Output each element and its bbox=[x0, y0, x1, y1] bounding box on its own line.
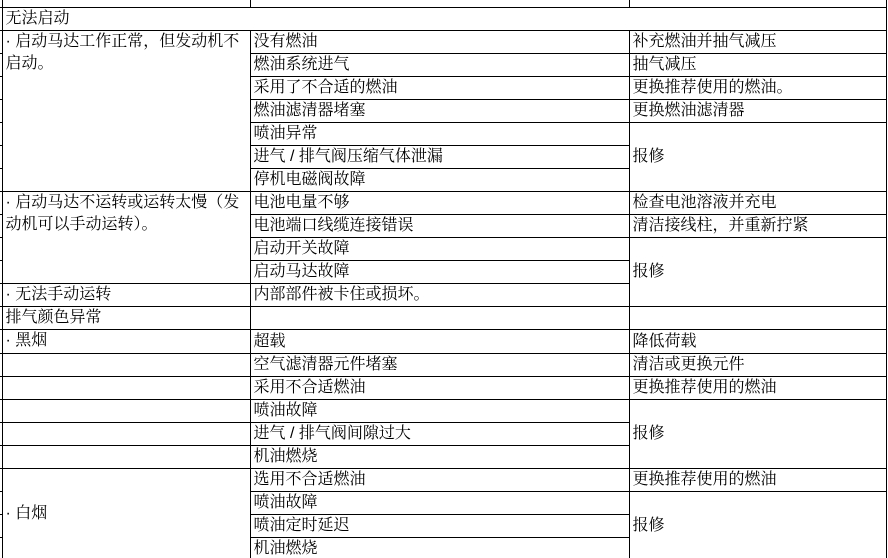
cell-remedy: 更换推荐使用的燃油。 bbox=[629, 76, 886, 99]
cell-remedy-merged: 报修 bbox=[629, 400, 886, 469]
cell-cause: 机油燃烧 bbox=[250, 538, 629, 558]
cell-symptom: · 黑烟 bbox=[2, 330, 250, 354]
cell-symptom: · 无法手动运转 bbox=[2, 283, 250, 307]
left-tick-cell bbox=[0, 53, 2, 76]
section-header-exhaust: 排气颜色异常 bbox=[2, 307, 250, 330]
cell-cause: 超载 bbox=[250, 330, 629, 354]
cell-remedy: 清洁或更换元件 bbox=[629, 354, 886, 377]
table-row bbox=[0, 30, 886, 53]
cell-cause: 喷油故障 bbox=[250, 492, 629, 515]
cell-remedy-merged: 报修 bbox=[629, 492, 886, 558]
left-tick-cell bbox=[0, 237, 2, 260]
table-row bbox=[0, 191, 886, 214]
cell-remedy: 检查电池溶液并充电 bbox=[629, 191, 886, 214]
cell-cause: 喷油异常 bbox=[250, 122, 629, 145]
left-tick-cell bbox=[0, 168, 2, 191]
table-row bbox=[0, 330, 886, 354]
cell-remedy: 降低荷载 bbox=[629, 330, 886, 354]
cell-symptom: · 启动马达工作正常，但发动机不启动。 bbox=[2, 30, 250, 191]
section-header-no-start: 无法启动 bbox=[2, 7, 886, 30]
cell-cause: 采用了不合适的燃油 bbox=[250, 76, 629, 99]
cell-cause: 选用不合适燃油 bbox=[250, 469, 629, 492]
cell-cause bbox=[250, 307, 629, 330]
cell-remedy: 抽气减压 bbox=[629, 53, 886, 76]
cell-symptom bbox=[2, 400, 250, 423]
table-row bbox=[0, 377, 886, 400]
cell-remedy: 更换推荐使用的燃油 bbox=[629, 377, 886, 400]
table-row bbox=[0, 307, 886, 330]
cell-symptom bbox=[2, 354, 250, 377]
left-tick-cell bbox=[0, 76, 2, 99]
table-row bbox=[0, 0, 886, 7]
cell-cause: 喷油故障 bbox=[250, 400, 629, 423]
cell-cause: 启动开关故障 bbox=[250, 237, 629, 260]
cell-remedy: 更换燃油滤清器 bbox=[629, 99, 886, 122]
cell-remedy bbox=[629, 0, 886, 7]
cell-cause: 采用不合适燃油 bbox=[250, 377, 629, 400]
left-tick-cell bbox=[0, 515, 2, 538]
table-row bbox=[0, 400, 886, 423]
left-tick-cell bbox=[0, 260, 2, 283]
cell-symptom bbox=[2, 377, 250, 400]
cell-symptom bbox=[2, 0, 250, 7]
cell-symptom: · 白烟 bbox=[2, 469, 250, 558]
cell-symptom bbox=[2, 423, 250, 446]
table-row bbox=[0, 7, 886, 30]
left-tick-cell bbox=[0, 99, 2, 122]
cell-cause: 燃油滤清器堵塞 bbox=[250, 99, 629, 122]
cell-remedy-merged: 报修 bbox=[629, 237, 886, 307]
left-tick-cell bbox=[0, 492, 2, 515]
cell-remedy: 清洁接线柱，并重新拧紧 bbox=[629, 214, 886, 237]
cell-cause: 启动马达故障 bbox=[250, 260, 629, 283]
cell-cause: 进气 / 排气阀间隙过大 bbox=[250, 423, 629, 446]
cell-cause: 喷油定时延迟 bbox=[250, 515, 629, 538]
left-tick-cell bbox=[0, 538, 2, 558]
left-tick-cell bbox=[0, 145, 2, 168]
cell-remedy: 更换推荐使用的燃油 bbox=[629, 469, 886, 492]
cell-cause: 没有燃油 bbox=[250, 30, 629, 53]
table-row bbox=[0, 469, 886, 492]
cell-cause: 电池电量不够 bbox=[250, 191, 629, 214]
cell-cause: 燃油系统进气 bbox=[250, 53, 629, 76]
cell-remedy-merged: 报修 bbox=[629, 122, 886, 191]
cell-cause: 空气滤清器元件堵塞 bbox=[250, 354, 629, 377]
cell-cause: 电池端口线缆连接错误 bbox=[250, 214, 629, 237]
cell-remedy bbox=[629, 307, 886, 330]
cell-remedy: 补充燃油并抽气减压 bbox=[629, 30, 886, 53]
table-row bbox=[0, 354, 886, 377]
cell-symptom bbox=[2, 446, 250, 469]
cell-cause: 内部部件被卡住或损坏。 bbox=[250, 283, 629, 307]
cell-cause: 进气 / 排气阀压缩气体泄漏 bbox=[250, 145, 629, 168]
cell-cause: 机油燃烧 bbox=[250, 446, 629, 469]
cell-symptom: · 启动马达不运转或运转太慢（发动机可以手动运转）。 bbox=[2, 191, 250, 283]
left-tick-cell bbox=[0, 122, 2, 145]
left-tick-cell bbox=[0, 214, 2, 237]
cell-cause: 停机电磁阀故障 bbox=[250, 168, 629, 191]
cell-cause bbox=[250, 0, 629, 7]
